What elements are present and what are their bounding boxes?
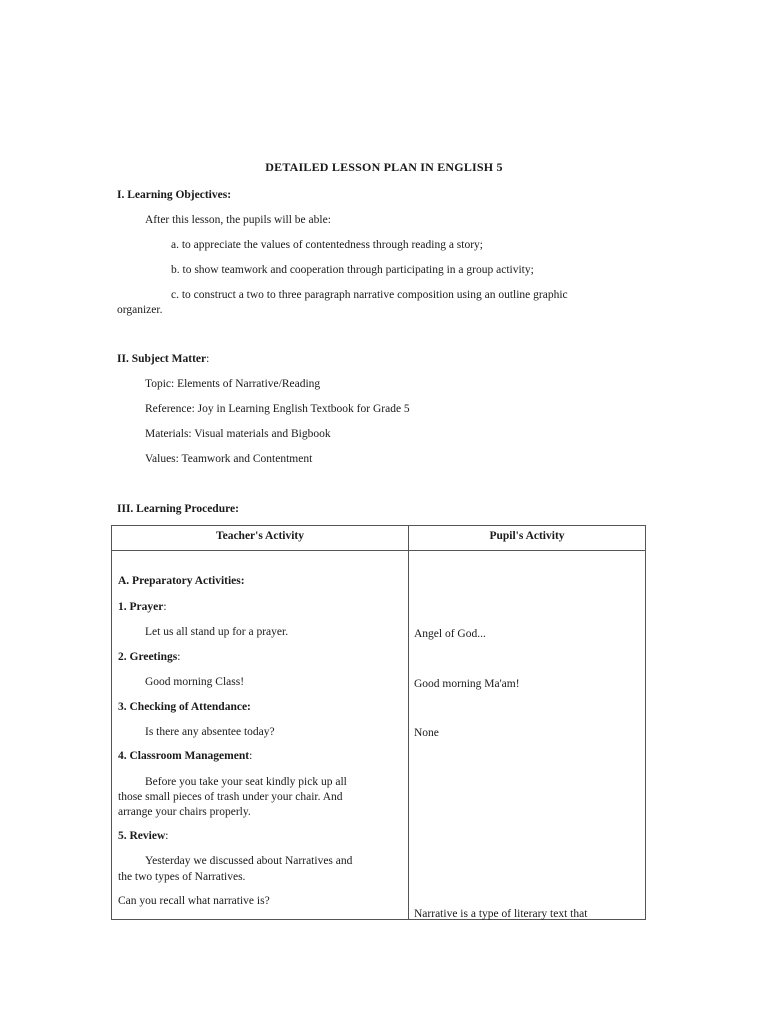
review-text-line-2: the two types of Narratives. [118,871,246,883]
review-text-line-1: Yesterday we discussed about Narratives and [145,855,353,867]
greetings-heading-label: 2. Greetings [118,651,178,663]
subject-materials: Materials: Visual materials and Bigbook [145,428,331,440]
review-heading-colon: : [165,830,169,842]
objectives-heading: I. Learning Objectives: [117,189,232,201]
activity-table [111,525,646,920]
management-text-line-3: arrange your chairs properly. [118,806,251,818]
header-pupil-activity: Pupil's Activity [489,530,565,542]
objective-c-continued: organizer. [117,304,163,316]
subject-reference: Reference: Joy in Learning English Textbook for Grade 5 [145,403,410,415]
pupil-prayer-response: Angel of God... [414,628,486,640]
review-heading [118,829,168,844]
greetings-text: Good morning Class! [145,676,245,688]
document-title: DETAILED LESSON PLAN IN ENGLISH 5 [265,160,503,174]
pupil-review-response: Narrative is a type of literary text that [414,908,588,920]
prayer-heading-label: 1. Prayer [118,601,164,613]
attendance-heading: 3. Checking of Attendance: [118,701,251,713]
greetings-heading [118,650,180,665]
review-heading-label: 5. Review [118,830,166,842]
pupil-greeting-response: Good morning Ma'am! [414,678,520,690]
objective-a: a. to appreciate the values of contentedness through reading a story; [171,239,483,251]
subject-values: Values: Teamwork and Contentment [145,453,313,465]
pupil-attendance-response: None [414,727,439,739]
procedure-heading: III. Learning Procedure: [117,503,239,515]
header-teacher-activity: Teacher's Activity [215,530,305,542]
subject-heading-colon: : [206,353,210,365]
table-column-divider [408,526,409,919]
subject-heading [117,352,209,367]
subject-heading-label: II. Subject Matter [117,353,207,365]
objective-b: b. to show teamwork and cooperation through participating in a group activity; [171,264,534,276]
attendance-text: Is there any absentee today? [145,726,275,738]
prayer-heading [118,600,167,615]
objective-c: c. to construct a two to three paragraph narrative composition using an outline graphic [171,289,568,301]
greetings-heading-colon: : [177,651,181,663]
management-heading [118,749,252,764]
prayer-heading-colon: : [163,601,167,613]
management-heading-label: 4. Classroom Management [118,750,250,762]
subject-topic: Topic: Elements of Narrative/Reading [145,378,321,390]
recall-question: Can you recall what narrative is? [118,895,270,907]
management-heading-colon: : [249,750,253,762]
preparatory-activities-heading: A. Preparatory Activities: [118,575,245,587]
table-header-divider [112,550,645,551]
objectives-intro: After this lesson, the pupils will be able: [145,214,331,226]
management-text-line-1: Before you take your seat kindly pick up all [145,776,347,788]
prayer-text: Let us all stand up for a prayer. [145,626,289,638]
management-text-line-2: those small pieces of trash under your chair. And [118,791,343,803]
